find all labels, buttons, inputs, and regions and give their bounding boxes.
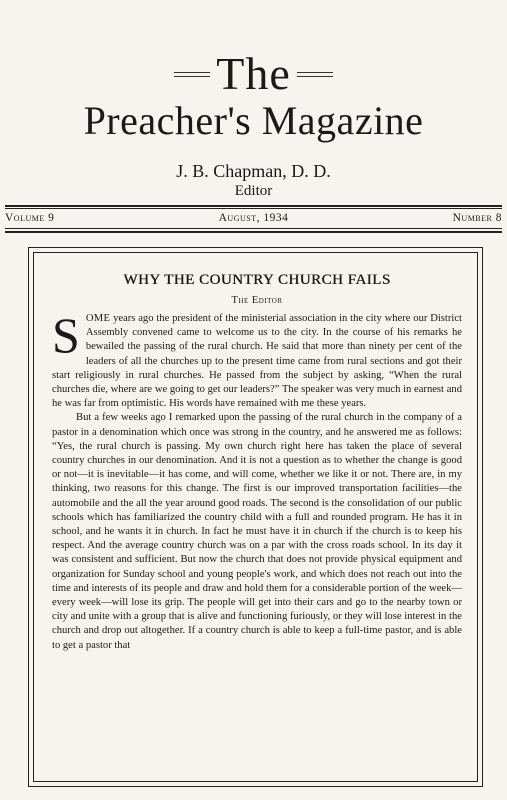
article-byline: The Editor (231, 295, 283, 306)
ornament-dash-right (297, 72, 333, 77)
drop-cap: S (52, 307, 80, 363)
article (52, 262, 462, 653)
issue-date: August, 1934 (218, 212, 289, 224)
divider-top (5, 205, 502, 207)
issue-bar (5, 210, 502, 226)
masthead-title: Preacher's Magazine (83, 98, 424, 143)
editor-role: Editor (234, 183, 273, 199)
article-paragraph-2: But a few weeks ago I remarked upon the passing of the rural church in the company of a pastor in a denomination which once was strong in the country, and he answered me as follows: “Yes, the rural church is passing. My own church right here has taken the place of several country churches in our denomination. And it is not a question as to whether the change is good or not—it is inevitable—it has come, and will come, whether we like it or not. There are, in my thinking, two reasons for this change. The first is our improved transportation facilities—the automobile and the all the year around good roads. The second is the consolidation of our public schools which has familiarized the country child with a full and rounded program. He has it in school, and he wants it in church. In fact he must have it in church if the church is to keep his respect. And the average country church was on a par with the cross roads school. In its day it was consistent and sufficient. But now the church that does not provide physical equipment and organization for Sunday school and young people's work, and which does not reach out into the time and interests of its people and draw and hold them for a considerable portion of the week—every week—will lose its grip. The people will get into their cars and go to the nearby town or city and unite with a group that is alive and functioning furiously, or they will lose interest in the church and drop out altogether. If a country church is able to keep a full-time pastor, and is able to get a pastor that (52, 412, 462, 651)
editor-name: J. B. Chapman, D. D. (176, 161, 331, 181)
article-body (52, 307, 462, 653)
issue-number: Number 8 (452, 212, 502, 224)
divider-bottom (5, 231, 502, 233)
article-title: WHY THE COUNTRY CHURCH FAILS (123, 272, 391, 288)
masthead-the: The (0, 48, 507, 100)
divider-bottom-thin (5, 228, 502, 229)
issue-volume: Volume 9 (5, 212, 55, 224)
ornament-dash-left (174, 72, 210, 77)
lead-word: OME (85, 313, 111, 324)
article-paragraph-1: SOME years ago the president of the ministerial association in the city where our District Assembly convened came to welcome us to the city. In the course of his remarks he bewailed the passing of the rural church. He said that more than ninety per cent of the leaders of all the churches up to the present time came from rural sections and got their start religiously in rural churches. He passed from the subject by asking, “When the rural churches die, where are we going to get our leaders?” The speaker was very much in earnest and he was far from optimistic. His words have remained with me these years. (52, 307, 462, 410)
divider-top-thin (5, 208, 502, 209)
